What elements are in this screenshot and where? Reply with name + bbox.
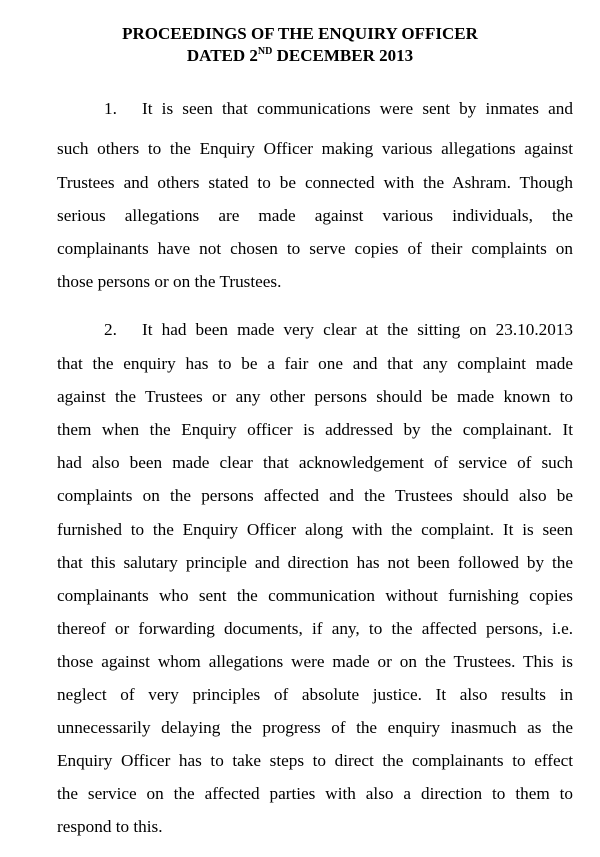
paragraph-line: complainants who sent the communication without furnishing copies <box>57 586 573 605</box>
paragraph-line: those persons or on the Trustees. <box>57 272 282 291</box>
paragraph-text: It is seen that communications were sent by inmates and <box>142 99 573 118</box>
title-date-prefix: DATED 2 <box>186 46 258 65</box>
page-title-line-1: PROCEEDINGS OF THE ENQUIRY OFFICER <box>122 24 478 43</box>
paragraph-line: furnished to the Enquiry Officer along with the complaint. It is seen <box>57 520 573 539</box>
paragraph-line: the service on the affected parties with also a direction to them to <box>57 784 573 803</box>
paragraph-line: serious allegations are made against various individuals, the <box>57 206 573 225</box>
paragraph-line: unnecessarily delaying the progress of the enquiry inasmuch as the <box>57 718 573 737</box>
paragraph-line: such others to the Enquiry Officer making various allegations against <box>57 139 573 158</box>
paragraph-line: thereof or forwarding documents, if any, to the affected persons, i.e. <box>57 619 573 638</box>
paragraph-line: had also been made clear that acknowledgement of service of such <box>57 453 573 472</box>
page-title-line-2 <box>0 46 600 66</box>
paragraph-line <box>104 318 573 342</box>
paragraph-line: Trustees and others stated to be connected with the Ashram. Though <box>57 173 573 192</box>
paragraph-text: It had been made very clear at the sitting on 23.10.2013 <box>142 320 573 339</box>
paragraph-line: Enquiry Officer has to take steps to direct the complainants to effect <box>57 751 573 770</box>
paragraph-number: 2. <box>104 320 117 339</box>
paragraph-line: them when the Enquiry officer is addressed by the complainant. It <box>57 420 573 439</box>
paragraph-line: that the enquiry has to be a fair one and that any complaint made <box>57 354 573 373</box>
title-date-superscript: ND <box>257 46 273 57</box>
title-date-suffix: DECEMBER 2013 <box>272 46 414 65</box>
paragraph-line <box>104 97 573 121</box>
paragraph-number: 1. <box>104 99 117 118</box>
paragraph-line: complainants have not chosen to serve copies of their complaints on <box>57 239 573 258</box>
paragraph-line: that this salutary principle and direction has not been followed by the <box>57 553 573 572</box>
paragraph-line: neglect of very principles of absolute justice. It also results in <box>57 685 573 704</box>
paragraph-line: against the Trustees or any other persons should be made known to <box>57 387 573 406</box>
paragraph-line: complaints on the persons affected and the Trustees should also be <box>57 486 573 505</box>
paragraph-line: those against whom allegations were made or on the Trustees. This is <box>57 652 573 671</box>
paragraph-line: respond to this. <box>57 817 163 836</box>
